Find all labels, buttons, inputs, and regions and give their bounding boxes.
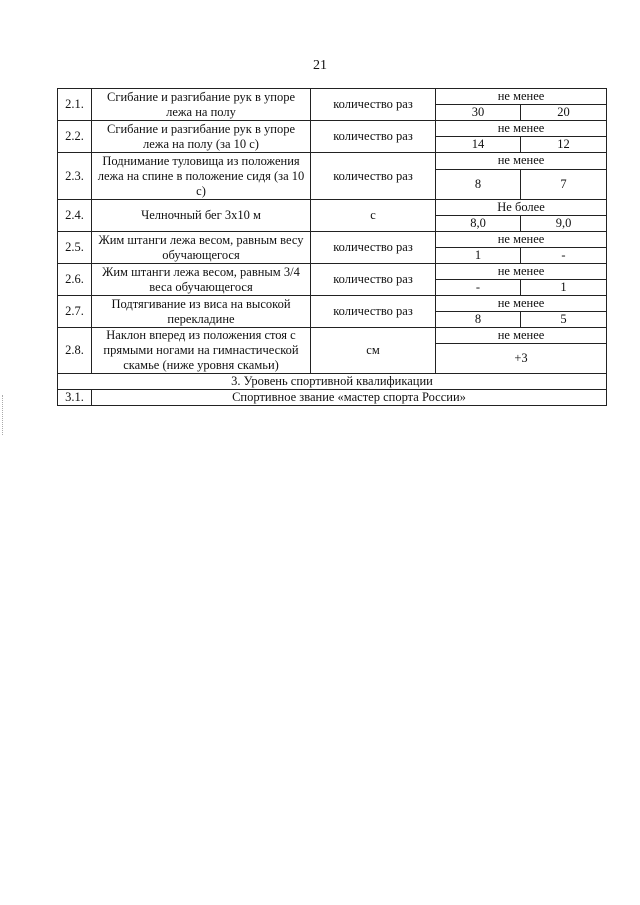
unit: количество раз [311,89,436,121]
value-male: 14 [436,137,521,153]
exercise-name: Подтягивание из виса на высокой перекладине [92,296,311,328]
exercise-name: Жим штанги лежа весом, равным 3/4 веса обучающегося [92,264,311,296]
row-number: 2.5. [58,232,92,264]
condition: не менее [436,328,607,344]
unit: количество раз [311,264,436,296]
value-male: 1 [436,248,521,264]
condition: не менее [436,121,607,137]
value-female: 9,0 [521,216,607,232]
page-number: 21 [313,58,327,73]
row-number: 2.2. [58,121,92,153]
row-number: 3.1. [58,390,92,406]
exercise-name: Сгибание и разгибание рук в упоре лежа на полу (за 10 с) [92,121,311,153]
exercise-name: Поднимание туловища из положения лежа на спине в положение сидя (за 10 с) [92,153,311,200]
condition: не менее [436,232,607,248]
value-female: 5 [521,312,607,328]
row-number: 2.7. [58,296,92,328]
table-row [58,232,607,248]
row-number: 2.6. [58,264,92,296]
value-single: +3 [436,344,607,374]
section-title: 3. Уровень спортивной квалификации [58,374,607,390]
row-number: 2.1. [58,89,92,121]
value-male: - [436,280,521,296]
unit: с [311,200,436,232]
condition: не менее [436,153,607,170]
table-row [58,296,607,312]
qualification-text: Спортивное звание «мастер спорта России» [92,390,607,406]
table-row [58,153,607,170]
row-number: 2.4. [58,200,92,232]
condition: Не более [436,200,607,216]
table-row [58,328,607,344]
exercise-name: Жим штанги лежа весом, равным весу обучающегося [92,232,311,264]
table-row [58,390,607,406]
norms-table [57,88,607,406]
scan-margin-artifact [2,395,4,435]
unit: количество раз [311,296,436,328]
section-header-row [58,374,607,390]
value-female: 7 [521,169,607,199]
table-row [58,121,607,137]
table-row [58,200,607,216]
row-number: 2.8. [58,328,92,374]
exercise-name: Наклон вперед из положения стоя с прямыми ногами на гимнастической скамье (ниже уровня скамьи) [92,328,311,374]
table-row [58,89,607,105]
exercise-name: Челночный бег 3x10 м [92,200,311,232]
condition: не менее [436,264,607,280]
table-row [58,264,607,280]
value-female: 20 [521,105,607,121]
value-female: 1 [521,280,607,296]
condition: не менее [436,89,607,105]
value-female: - [521,248,607,264]
row-number: 2.3. [58,153,92,200]
condition: не менее [436,296,607,312]
value-male: 30 [436,105,521,121]
value-male: 8 [436,169,521,199]
unit: количество раз [311,232,436,264]
unit: см [311,328,436,374]
unit: количество раз [311,121,436,153]
unit: количество раз [311,153,436,200]
exercise-name: Сгибание и разгибание рук в упоре лежа на полу [92,89,311,121]
value-male: 8,0 [436,216,521,232]
value-female: 12 [521,137,607,153]
value-male: 8 [436,312,521,328]
